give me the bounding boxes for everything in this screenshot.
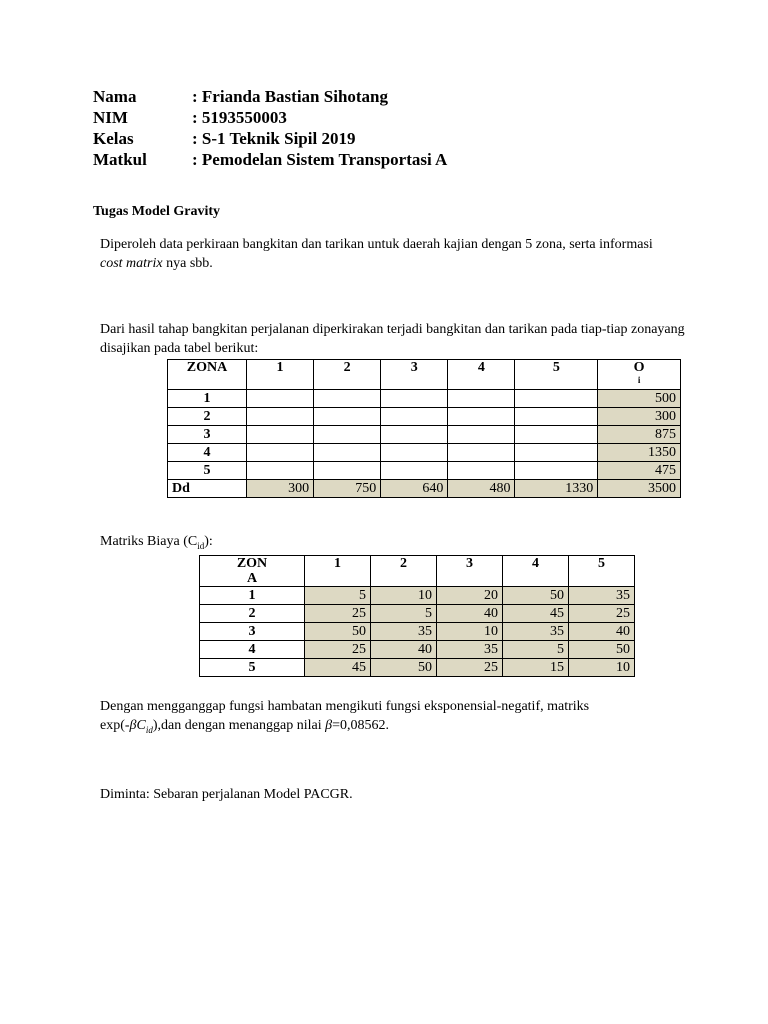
generation-table [167,359,681,498]
cost-cell: 10 [437,623,503,641]
table-row [200,605,635,623]
empty-cell [247,408,314,426]
intro-paragraph [100,235,690,273]
empty-cell [247,426,314,444]
col-header: 5 [515,360,598,390]
oi-sub: i [637,375,641,385]
section-title: Tugas Model Gravity [93,204,221,219]
empty-cell [448,408,515,426]
empty-cell [448,390,515,408]
empty-cell [314,444,381,462]
dd-row [168,480,681,498]
empty-cell [515,390,598,408]
dd-cell: 480 [448,480,515,498]
course-label: Matkul [93,150,147,169]
cost-cell: 35 [503,623,569,641]
zone-cell: 4 [168,444,247,462]
oi-cell: 1350 [598,444,681,462]
empty-cell [515,408,598,426]
oi-label: O [633,360,645,375]
col-header: 4 [448,360,515,390]
table-row [168,426,681,444]
cost-cell: 25 [437,659,503,677]
col-header: 2 [371,556,437,587]
cost-symbol: C [136,718,146,733]
empty-cell [247,462,314,480]
class-value: : S-1 Teknik Sipil 2019 [192,129,356,148]
zone-cell: 3 [168,426,247,444]
empty-cell [247,444,314,462]
empty-cell [448,444,515,462]
table-row [168,408,681,426]
table-row [200,659,635,677]
cost-cell: 40 [371,641,437,659]
zone-cell: 1 [168,390,247,408]
table-row [168,390,681,408]
beta-symbol: β [129,718,137,733]
dd-total-cell: 3500 [598,480,681,498]
empty-cell [381,426,448,444]
cost-cell: 25 [569,605,635,623]
cost-cell: 50 [371,659,437,677]
table-header-row [168,360,681,390]
cost-cell: 45 [503,605,569,623]
intro-rest: nya sbb. [162,256,213,271]
col-header: 3 [381,360,448,390]
generation-paragraph: Dari hasil tahap bangkitan perjalanan diperkirakan terjadi bangkitan dan tarikan pada tiap-tiap zonayang disajikan pada tabel berikut: [100,322,685,356]
zone-cell: 2 [168,408,247,426]
col-header: 1 [305,556,371,587]
empty-cell [314,426,381,444]
table-row [168,444,681,462]
empty-cell [314,408,381,426]
formula-part1: exp(- [100,718,130,733]
empty-cell [247,390,314,408]
intro-italic: cost matrix [100,256,163,271]
dd-cell: 1330 [515,480,598,498]
cost-cell: 10 [569,659,635,677]
cost-cell: 5 [371,605,437,623]
task-statement: Diminta: Sebaran perjalanan Model PACGR. [100,787,353,802]
cost-matrix-table [199,555,635,677]
cost-cell: 25 [305,605,371,623]
cost-cell: 50 [503,587,569,605]
student-info [93,86,447,170]
table-row [200,587,635,605]
cost-cell: 35 [371,623,437,641]
oi-cell: 300 [598,408,681,426]
empty-cell [515,426,598,444]
course-value: : Pemodelan Sistem Transportasi A [192,150,448,169]
nim-value: : 5193550003 [192,108,287,127]
empty-cell [381,390,448,408]
col-header: 1 [247,360,314,390]
formula-part3: =0,08562. [332,718,389,733]
oi-cell: 475 [598,462,681,480]
info-row-class [93,128,447,149]
caption-suffix: ): [204,534,213,549]
empty-cell [448,426,515,444]
deterrence-paragraph [100,697,690,740]
intro-line1: Diperoleh data perkiraan bangkitan dan tarikan untuk daerah kajian dengan 5 zona, serta informasi [100,237,653,252]
formula-part2: ),dan dengan menanggap nilai [152,718,326,733]
empty-cell [381,408,448,426]
zone-header-line1: ZON [236,556,268,571]
zone-cell: 5 [200,659,305,677]
cost-sub: id [145,724,153,735]
zone-cell: 2 [200,605,305,623]
zone-cell: 4 [200,641,305,659]
table-row [200,641,635,659]
dd-cell: 640 [381,480,448,498]
oi-header [598,360,681,390]
col-header: 5 [569,556,635,587]
dd-cell: 300 [247,480,314,498]
cost-cell: 35 [569,587,635,605]
cost-cell: 40 [437,605,503,623]
empty-cell [314,462,381,480]
col-header: 2 [314,360,381,390]
cost-cell: 40 [569,623,635,641]
cost-cell: 20 [437,587,503,605]
empty-cell [381,444,448,462]
cost-cell: 35 [437,641,503,659]
cost-matrix-caption [100,532,213,556]
zone-cell: 1 [200,587,305,605]
empty-cell [448,462,515,480]
cost-cell: 45 [305,659,371,677]
zone-header-line2: A [246,571,258,586]
cost-cell: 5 [503,641,569,659]
cost-cell: 50 [305,623,371,641]
empty-cell [314,390,381,408]
empty-cell [515,444,598,462]
name-label: Nama [93,87,137,106]
info-row-nim [93,107,447,128]
cost-cell: 25 [305,641,371,659]
zone-cell: 5 [168,462,247,480]
col-header: 4 [503,556,569,587]
zone-header: ZONA [168,360,247,390]
table-header-row [200,556,635,587]
cost-cell: 5 [305,587,371,605]
oi-cell: 500 [598,390,681,408]
caption-prefix: Matriks Biaya (C [100,534,198,549]
dd-label: Dd [168,480,247,498]
table-row [200,623,635,641]
nim-label: NIM [93,108,128,127]
zone-header [200,556,305,587]
cost-cell: 15 [503,659,569,677]
class-label: Kelas [93,129,134,148]
oi-cell: 875 [598,426,681,444]
cost-cell: 10 [371,587,437,605]
caption-sub: id [197,540,205,551]
deterrence-line1: Dengan mengganggap fungsi hambatan mengikuti fungsi eksponensial-negatif, matriks [100,699,590,714]
info-row-course [93,149,447,170]
name-value: : Frianda Bastian Sihotang [192,87,389,106]
beta-symbol-2: β [325,718,333,733]
zone-cell: 3 [200,623,305,641]
col-header: 3 [437,556,503,587]
dd-cell: 750 [314,480,381,498]
cost-cell: 50 [569,641,635,659]
info-row-name [93,86,447,107]
empty-cell [515,462,598,480]
table-row [168,462,681,480]
empty-cell [381,462,448,480]
